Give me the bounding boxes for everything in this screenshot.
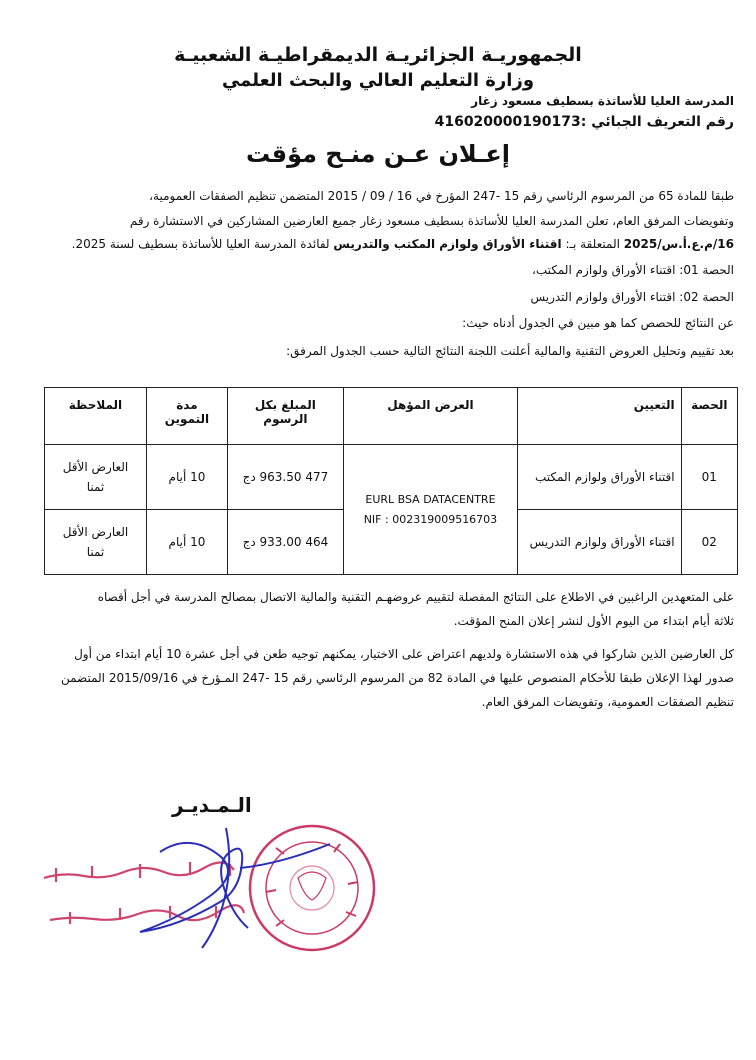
footer-p2-line-1: كل العارضين الذين شاركوا في هذه الاستشارة ولديهم اعتراض على الاختيار، يمكنهم توجيه طعن في أجل عشرة 10 أيام ابتداء من أول: [74, 647, 734, 661]
results-table: [44, 387, 738, 575]
body-line-3: [72, 235, 734, 253]
footer-p2-line-3: تنظيم الصفقات العمومية، وتفويضات المرفق العام.: [481, 695, 734, 709]
header-amount: المبلغ بكل الرسوم: [227, 388, 343, 445]
header-remarks: الملاحظة: [45, 388, 147, 445]
consultation-subject: اقتناء الأوراق ولوازم المكتب والتدريس: [333, 237, 562, 251]
row-duration: 10 أيام: [146, 510, 227, 575]
lot-2-line: الحصة 02: اقتناء الأوراق ولوازم التدريس: [530, 290, 734, 304]
remark-line-2: ثمنا: [86, 545, 105, 559]
director-title: الـمـديـر: [172, 793, 252, 817]
row-designation: اقتناء الأوراق ولوازم المكتب: [518, 445, 682, 510]
row-lot: 01: [681, 445, 737, 510]
offer-nif: NIF : 002319009516703: [363, 512, 498, 526]
table-row: [45, 445, 738, 510]
page-title: إعـلان عـن منـح مؤقت: [246, 140, 510, 168]
header-designation: التعيين: [518, 388, 682, 445]
footer-p2-line-2: صدور لهذا الإعلان طبقا للأحكام المنصوص عليها في المادة 82 من المرسوم الرئاسي رقم 15 -247 المـؤرخ في 2015/09/16 المتضمن: [60, 671, 734, 685]
footer-p1-line-1: على المتعهدين الراغبين في الاطلاع على النتائج المفصلة لتقييم عروضهـم التقنية والمالية الاتصال بمصالح المدرسة في أجل أقصاه: [97, 590, 734, 604]
body-line-3-end: لفائدة المدرسة العليا للأساتذة بسطيف لسنة 2025.: [71, 237, 334, 251]
offer-company: EURL BSA DATACENTRE: [365, 492, 496, 506]
row-remark: [45, 445, 147, 510]
remark-line-1: العارض الأقل: [62, 525, 129, 539]
remark-line-1: العارض الأقل: [62, 460, 129, 474]
header-duration: مدة التموين: [146, 388, 227, 445]
lot-1-line: الحصة 01: اقتناء الأوراق ولوازم المكتب،: [531, 263, 734, 277]
evaluation-line: بعد تقييم وتحليل العروض التقنية والمالية أعلنت اللجنة النتائج التالية حسب الجدول المرفق:: [286, 344, 734, 358]
stamp-signature-graphic: [40, 808, 400, 968]
remark-line-2: ثمنا: [86, 480, 105, 494]
row-lot: 02: [681, 510, 737, 575]
header-offer: العرض المؤهل: [343, 388, 517, 445]
official-stamp: [40, 808, 400, 968]
body-line-2: وتفويضات المرفق العام، تعلن المدرسة العليا للأساتذة بسطيف مسعود زغار جميع العارضين المشاركين في الاستشارة رقم: [129, 214, 734, 228]
row-amount: 464 933.00 دج: [227, 510, 343, 575]
row-designation: اقتناء الأوراق ولوازم التدريس: [518, 510, 682, 575]
footer-p1-line-2: ثلاثة أيام ابتداء من اليوم الأول لنشر إعلان المنح المؤقت.: [453, 614, 734, 628]
row-duration: 10 أيام: [146, 445, 227, 510]
body-line-3-mid: المتعلقة بـ:: [561, 237, 624, 251]
table-header-row: [45, 388, 738, 445]
republic-heading: الجمهوريـة الجزائريـة الديمقراطيـة الشعبيـة: [174, 44, 582, 66]
row-amount: 477 963.50 دج: [227, 445, 343, 510]
results-intro: عن النتائج للحصص كما هو مبين في الجدول أدناه حيث:: [462, 316, 734, 330]
tax-id: رقم التعريف الجبائي :416020000190173: [434, 114, 734, 130]
school-name: المدرسة العليا للأساتذة بسطيف مسعود زغار: [471, 94, 734, 108]
row-remark: [45, 510, 147, 575]
qualified-offer: [343, 445, 517, 575]
ministry-heading: وزارة التعليم العالي والبحث العلمي: [221, 70, 535, 91]
header-lot: الحصة: [681, 388, 737, 445]
consultation-ref: 16/م.ع.أ.س/2025: [623, 237, 734, 251]
body-line-1: طبقا للمادة 65 من المرسوم الرئاسي رقم 15 -247 المؤرخ في 16 / 09 / 2015 المتضمن تنظيم الصفقات العمومية،: [149, 189, 734, 203]
round-seal-icon: [250, 826, 374, 950]
